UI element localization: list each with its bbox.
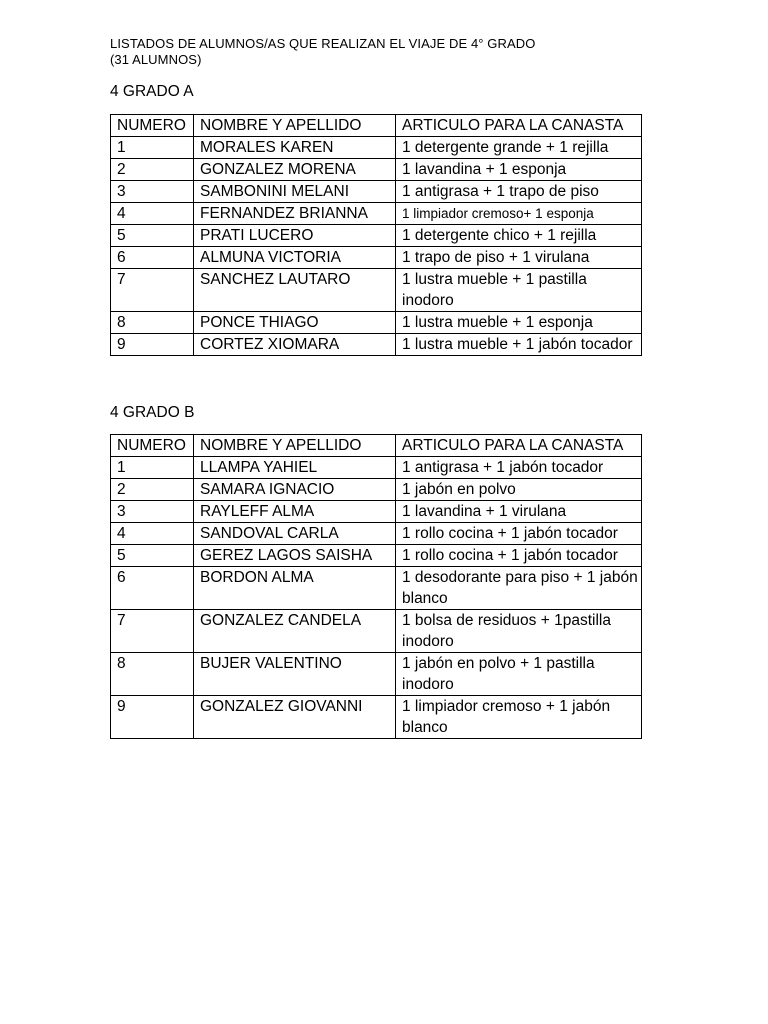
table-row (111, 523, 642, 545)
cell-name: SANDOVAL CARLA (194, 523, 396, 545)
cell-number: 7 (111, 610, 194, 653)
cell-item: 1 rollo cocina + 1 jabón tocador (396, 545, 642, 567)
table-row (111, 269, 642, 312)
cell-item: 1 lustra mueble + 1 pastilla inodoro (396, 269, 642, 312)
cell-name: SAMARA IGNACIO (194, 479, 396, 501)
cell-name: SAMBONINI MELANI (194, 181, 396, 203)
table-row (111, 545, 642, 567)
cell-item: 1 antigrasa + 1 trapo de piso (396, 181, 642, 203)
cell-number: 1 (111, 137, 194, 159)
table-row (111, 479, 642, 501)
cell-number: 2 (111, 479, 194, 501)
cell-item: 1 limpiador cremoso + 1 jabón blanco (396, 696, 642, 739)
table-row (111, 137, 642, 159)
table-row (111, 457, 642, 479)
cell-number: 5 (111, 545, 194, 567)
cell-number: 3 (111, 181, 194, 203)
cell-name: GONZALEZ GIOVANNI (194, 696, 396, 739)
cell-item: 1 desodorante para piso + 1 jabón blanco (396, 567, 642, 610)
cell-name: SANCHEZ LAUTARO (194, 269, 396, 312)
table-row (111, 567, 642, 610)
cell-name: GEREZ LAGOS SAISHA (194, 545, 396, 567)
table-row (111, 225, 642, 247)
cell-number: 9 (111, 334, 194, 356)
table-row (111, 696, 642, 739)
header-number: NUMERO (111, 115, 194, 137)
cell-name: GONZALEZ MORENA (194, 159, 396, 181)
table-row (111, 653, 642, 696)
cell-number: 9 (111, 696, 194, 739)
cell-name: LLAMPA YAHIEL (194, 457, 396, 479)
cell-number: 6 (111, 247, 194, 269)
header-name: NOMBRE Y APELLIDO (194, 435, 396, 457)
document-heading (110, 36, 535, 68)
cell-item: 1 lustra mueble + 1 esponja (396, 312, 642, 334)
table-row (111, 159, 642, 181)
cell-number: 5 (111, 225, 194, 247)
cell-item: 1 detergente grande + 1 rejilla (396, 137, 642, 159)
cell-name: BUJER VALENTINO (194, 653, 396, 696)
table-grado-a (110, 114, 642, 356)
cell-item: 1 rollo cocina + 1 jabón tocador (396, 523, 642, 545)
cell-name: PRATI LUCERO (194, 225, 396, 247)
table-row (111, 312, 642, 334)
cell-number: 7 (111, 269, 194, 312)
heading-line-1: LISTADOS DE ALUMNOS/AS QUE REALIZAN EL VIAJE DE 4° GRADO (110, 36, 536, 51)
header-number: NUMERO (111, 435, 194, 457)
cell-item: 1 jabón en polvo (396, 479, 642, 501)
cell-name: GONZALEZ CANDELA (194, 610, 396, 653)
section-title-grado-a: 4 GRADO A (110, 83, 194, 100)
table-row (111, 334, 642, 356)
header-name: NOMBRE Y APELLIDO (194, 115, 396, 137)
cell-item: 1 trapo de piso + 1 virulana (396, 247, 642, 269)
cell-number: 8 (111, 312, 194, 334)
cell-item: 1 lustra mueble + 1 jabón tocador (396, 334, 642, 356)
cell-item: 1 antigrasa + 1 jabón tocador (396, 457, 642, 479)
header-item: ARTICULO PARA LA CANASTA (396, 115, 642, 137)
table-row (111, 203, 642, 225)
cell-name: ALMUNA VICTORIA (194, 247, 396, 269)
cell-name: CORTEZ XIOMARA (194, 334, 396, 356)
cell-name: PONCE THIAGO (194, 312, 396, 334)
table-header-row (111, 435, 642, 457)
cell-name: RAYLEFF ALMA (194, 501, 396, 523)
table-row (111, 610, 642, 653)
cell-number: 2 (111, 159, 194, 181)
cell-number: 1 (111, 457, 194, 479)
cell-number: 4 (111, 523, 194, 545)
table-grado-b (110, 434, 642, 739)
table-row (111, 181, 642, 203)
table-row (111, 501, 642, 523)
heading-line-2: (31 ALUMNOS) (110, 52, 202, 67)
cell-item: 1 detergente chico + 1 rejilla (396, 225, 642, 247)
table-row (111, 247, 642, 269)
cell-number: 4 (111, 203, 194, 225)
cell-number: 8 (111, 653, 194, 696)
cell-name: BORDON ALMA (194, 567, 396, 610)
header-item: ARTICULO PARA LA CANASTA (396, 435, 642, 457)
cell-item: 1 lavandina + 1 virulana (396, 501, 642, 523)
table-header-row (111, 115, 642, 137)
cell-item: 1 limpiador cremoso+ 1 esponja (396, 203, 642, 225)
cell-name: MORALES KAREN (194, 137, 396, 159)
cell-item: 1 jabón en polvo + 1 pastilla inodoro (396, 653, 642, 696)
cell-number: 3 (111, 501, 194, 523)
cell-number: 6 (111, 567, 194, 610)
section-title-grado-b: 4 GRADO B (110, 404, 195, 421)
cell-item: 1 bolsa de residuos + 1pastilla inodoro (396, 610, 642, 653)
cell-name: FERNANDEZ BRIANNA (194, 203, 396, 225)
cell-item: 1 lavandina + 1 esponja (396, 159, 642, 181)
